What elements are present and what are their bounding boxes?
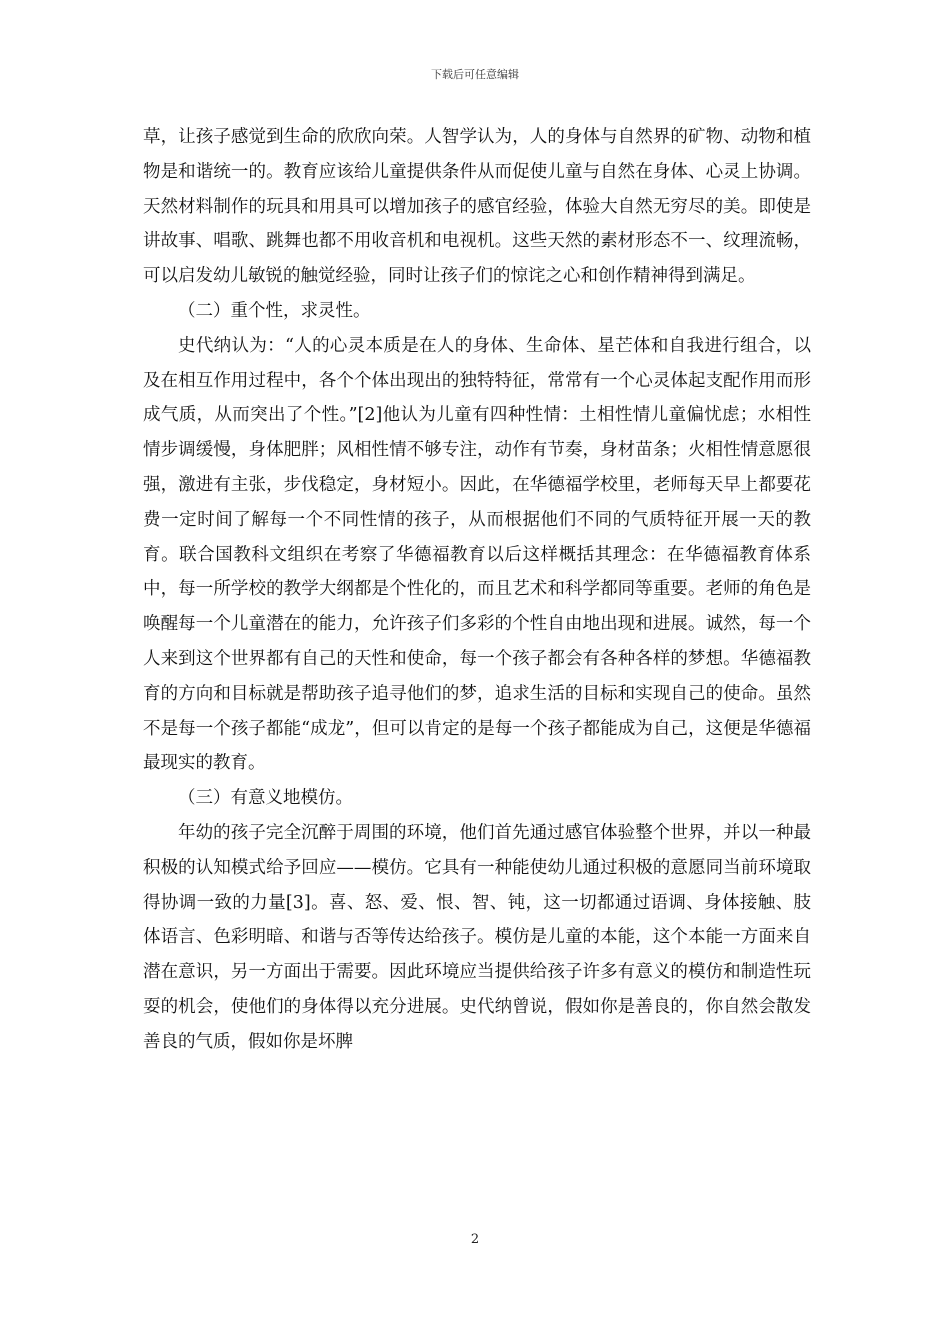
section-heading: （二）重个性，求灵性。 bbox=[178, 300, 371, 321]
section-heading: （三）有意义地模仿。 bbox=[178, 788, 353, 809]
body-paragraph: 年幼的孩子完全沉醉于周围的环境，他们首先通过感官体验整个世界，并以一种最积极的认知模式给予回应——模仿。它具有一种能使幼儿通过积极的意愿同当前环境取得协调一致的力量[3]。喜、怒、爱、恨、智、钝，这一切都通过语调、身体接触、肢体语言、色彩明暗、和谐与否等传达给孩子。模仿是儿童的本能，这个本能一方面来自潜在意识，另一方面出于需要。因此环境应当提供给孩子许多有意义的模仿和制造性玩耍的机会，使他们的身体得以充分进展。史代纳曾说，假如你是善良的，你自然会散发善良的气质，假如你是坏脾 bbox=[143, 822, 811, 1052]
body-paragraph: 草，让孩子感觉到生命的欣欣向荣。人智学认为，人的身体与自然界的矿物、动物和植物是和谐统一的。教育应该给儿童提供条件从而促使儿童与自然在身体、心灵上协调。天然材料制作的玩具和用具可以增加孩子的感官经验，体验大自然无穷尽的美。即使是讲故事、唱歌、跳舞也都不用收音机和电视机。这些天然的素材形态不一、纹理流畅，可以启发幼儿敏锐的触觉经验，同时让孩子们的惊诧之心和创作精神得到满足。 bbox=[143, 127, 811, 287]
page-header: 下载后可任意编辑 bbox=[431, 68, 519, 81]
page-number: 2 bbox=[470, 1232, 480, 1247]
body-paragraph: 史代纳认为：“人的心灵本质是在人的身体、生命体、星芒体和自我进行组合，以及在相互作用过程中，各个个体出现出的独特特征，常常有一个心灵体起支配作用而形成气质，从而突出了个性。”[2]他认为儿童有四种性情：土相性情儿童偏忧虑；水相性情步调缓慢，身体肥胖；风相性情不够专注，动作有节奏，身材苗条；火相性情意愿很强，激进有主张，步伐稳定，身材短小。因此，在华德福学校里，老师每天早上都要花费一定时间了解每一个不同性情的孩子，从而根据他们不同的气质特征开展一天的教育。联合国教科文组织在考察了华德福教育以后这样概括其理念：在华德福教育体系中，每一所学校的教学大纲都是个性化的，而且艺术和科学都同等重要。老师的角色是唤醒每一个儿童潜在的能力，允许孩子们多彩的个性自由地出现和进展。诚然，每一个人来到这个世界都有自己的天性和使命，每一个孩子都会有各种各样的梦想。华德福教育的方向和目标就是帮助孩子追寻他们的梦，追求生活的目标和实现自己的使命。虽然不是每一个孩子都能“成龙”，但可以肯定的是每一个孩子都能成为自己，这便是华德福最现实的教育。 bbox=[143, 335, 811, 774]
document-body bbox=[143, 120, 811, 1060]
